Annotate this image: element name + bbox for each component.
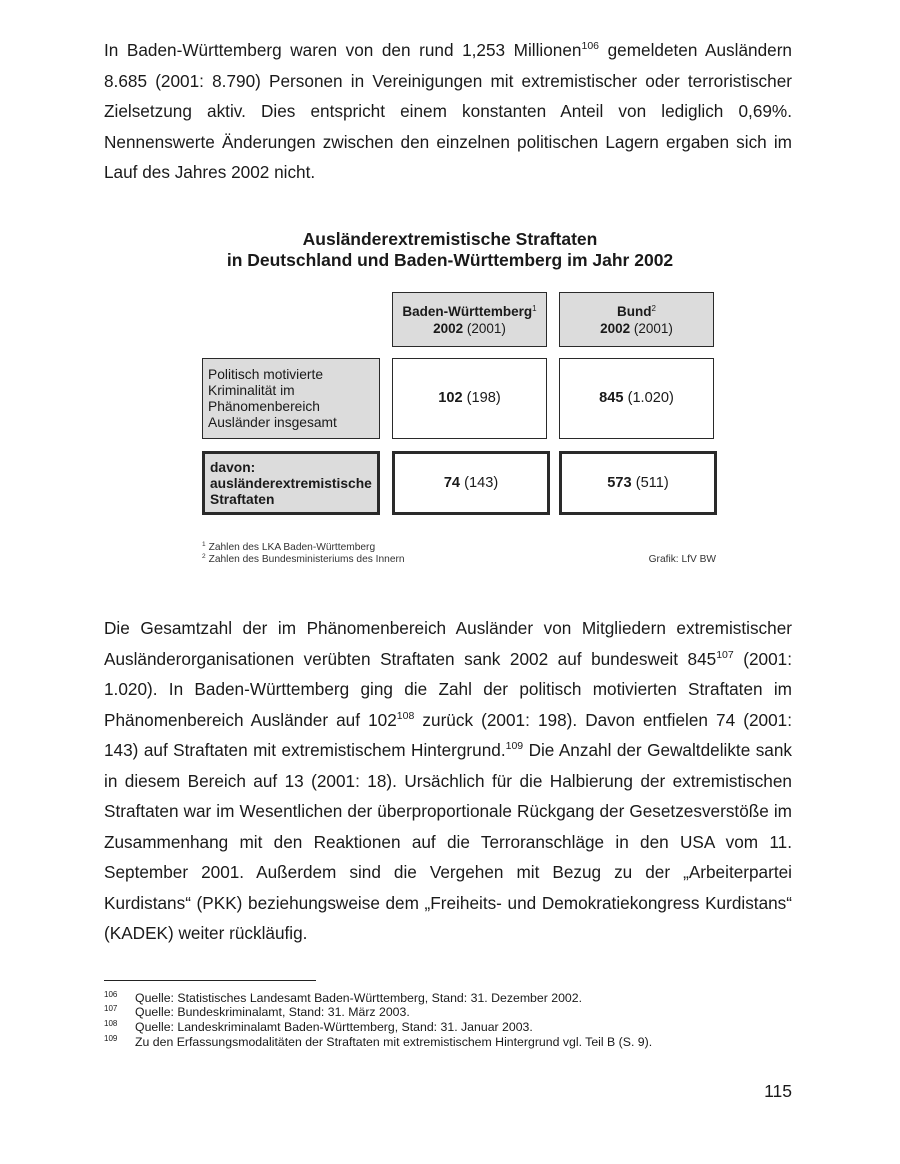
footnote-number: 108 [104, 1019, 118, 1028]
footnote-ref-108[interactable]: 108 [396, 709, 415, 722]
column-year: 2002 [433, 320, 464, 336]
cell-value: 74 [443, 474, 461, 491]
paragraph-text: zurück (2001: 198). Davon entfielen 74 (2001: 143) auf Straftaten mit extremistischem Hintergrund. [104, 709, 792, 760]
footnote-marker: 2 [651, 303, 656, 313]
cell-value: 102 [438, 390, 463, 406]
footnote-ref-106[interactable]: 106 [581, 40, 600, 52]
cell-row1-bw [392, 358, 547, 439]
paragraph-text: (2001: 1.020). In Baden-Württemberg ging die Zahl der politisch motivierten Straftaten im Phänomenbereich Ausländer auf 102 [104, 648, 792, 730]
note-marker: 1 [202, 541, 206, 548]
column-name: Bund [617, 303, 652, 319]
note-text: Zahlen des LKA Baden-Württemberg [208, 542, 376, 553]
column-prev-year: (2001) [466, 320, 506, 336]
cell-value: 845 [599, 390, 624, 406]
footnote-separator [104, 980, 316, 981]
note-marker: 2 [202, 553, 206, 560]
cell-row1-bund [559, 358, 714, 439]
footnote-number: 109 [104, 1034, 118, 1043]
column-header-baden-wuerttemberg [392, 292, 547, 347]
footnote-ref-107[interactable]: 107 [716, 648, 734, 661]
paragraph-text: Die Anzahl der Gewaltdelikte sank in diesem Bereich auf 13 (2001: 18). Ursächlich für die Halbierung der extremistischen Straftaten war im Wesentlichen der überproportionale Rückgang der Gesetzesverstöße im Zusammenhang mit den Reaktionen auf die Terroranschläge in den USA vom 11. September 2001. Außerdem sind die Vergehen mit Bezug zu der „Arbeiterpartei Kurdistans“ (PKK) beziehungsweise dem „Freiheits- und Demokratiekongress Kurdistans“ (KADEK) weiter rückläufig. [104, 740, 792, 943]
chart-note-2 [202, 553, 405, 566]
body-paragraph-1 [104, 35, 792, 188]
cell-prev-value: (1.020) [627, 390, 674, 406]
note-text: Zahlen des Bundesministeriums des Innern [208, 554, 405, 565]
footnote-text: Quelle: Bundeskriminalamt, Stand: 31. März 2003. [135, 1005, 410, 1019]
paragraph-text: Die Gesamtzahl der im Phänomenbereich Ausländer von Mitgliedern extremistischer Ausländerorganisationen verübten Straftaten sank 2002 auf bundesweit 845 [104, 618, 792, 669]
footnote-text: Zu den Erfassungsmodalitäten der Straftaten mit extremistischem Hintergrund vgl. Teil B (S. 9). [135, 1035, 653, 1049]
cell-prev-value: (511) [635, 474, 669, 491]
footnote-ref-109[interactable]: 109 [505, 740, 524, 752]
page-number: 115 [764, 1081, 792, 1101]
cell-row2-bund [559, 451, 717, 515]
cell-row2-bw [392, 451, 550, 515]
column-header-bund [559, 292, 714, 347]
chart-title-line-1: Ausländerextremistische Straftaten [302, 229, 598, 249]
chart-credit: Grafik: LfV BW [648, 554, 716, 565]
footnote-number: 106 [104, 990, 118, 999]
footnote-text: Quelle: Statistisches Landesamt Baden-Württemberg, Stand: 31. Dezember 2002. [135, 991, 583, 1005]
body-paragraph-2 [104, 613, 792, 949]
paragraph-text: gemeldeten Ausländern 8.685 (2001: 8.790) Personen in Vereinigungen mit extremistischer oder terroristischer Zielsetzung aktiv. Dies entspricht einem konstanten Anteil von lediglich 0,69%. Nennenswerte Änderungen zwischen den einzelnen politischen Lagern ergaben sich im Lauf des Jahres 2002 nicht. [104, 40, 792, 182]
chart-title-line-2: in Deutschland und Baden-Württemberg im Jahr 2002 [226, 250, 674, 270]
footnote-marker: 1 [532, 303, 537, 313]
paragraph-text: In Baden-Württemberg waren von den rund 1,253 Millionen [104, 40, 582, 60]
footnote-text: Quelle: Landeskriminalamt Baden-Württemberg, Stand: 31. Januar 2003. [135, 1020, 533, 1034]
column-name: Baden-Württemberg [402, 303, 533, 319]
row-label-extremist-offences: davon: ausländerextremistische Straftaten [202, 451, 380, 515]
cell-prev-value: (198) [466, 390, 501, 406]
column-prev-year: (2001) [633, 320, 673, 336]
cell-value: 573 [607, 474, 632, 491]
footnote-number: 107 [104, 1004, 118, 1013]
column-year: 2002 [600, 320, 631, 336]
cell-prev-value: (143) [464, 474, 499, 491]
row-label-politically-motivated: Politisch motivierte Kriminalität im Phänomenbereich Ausländer insgesamt [202, 358, 380, 439]
